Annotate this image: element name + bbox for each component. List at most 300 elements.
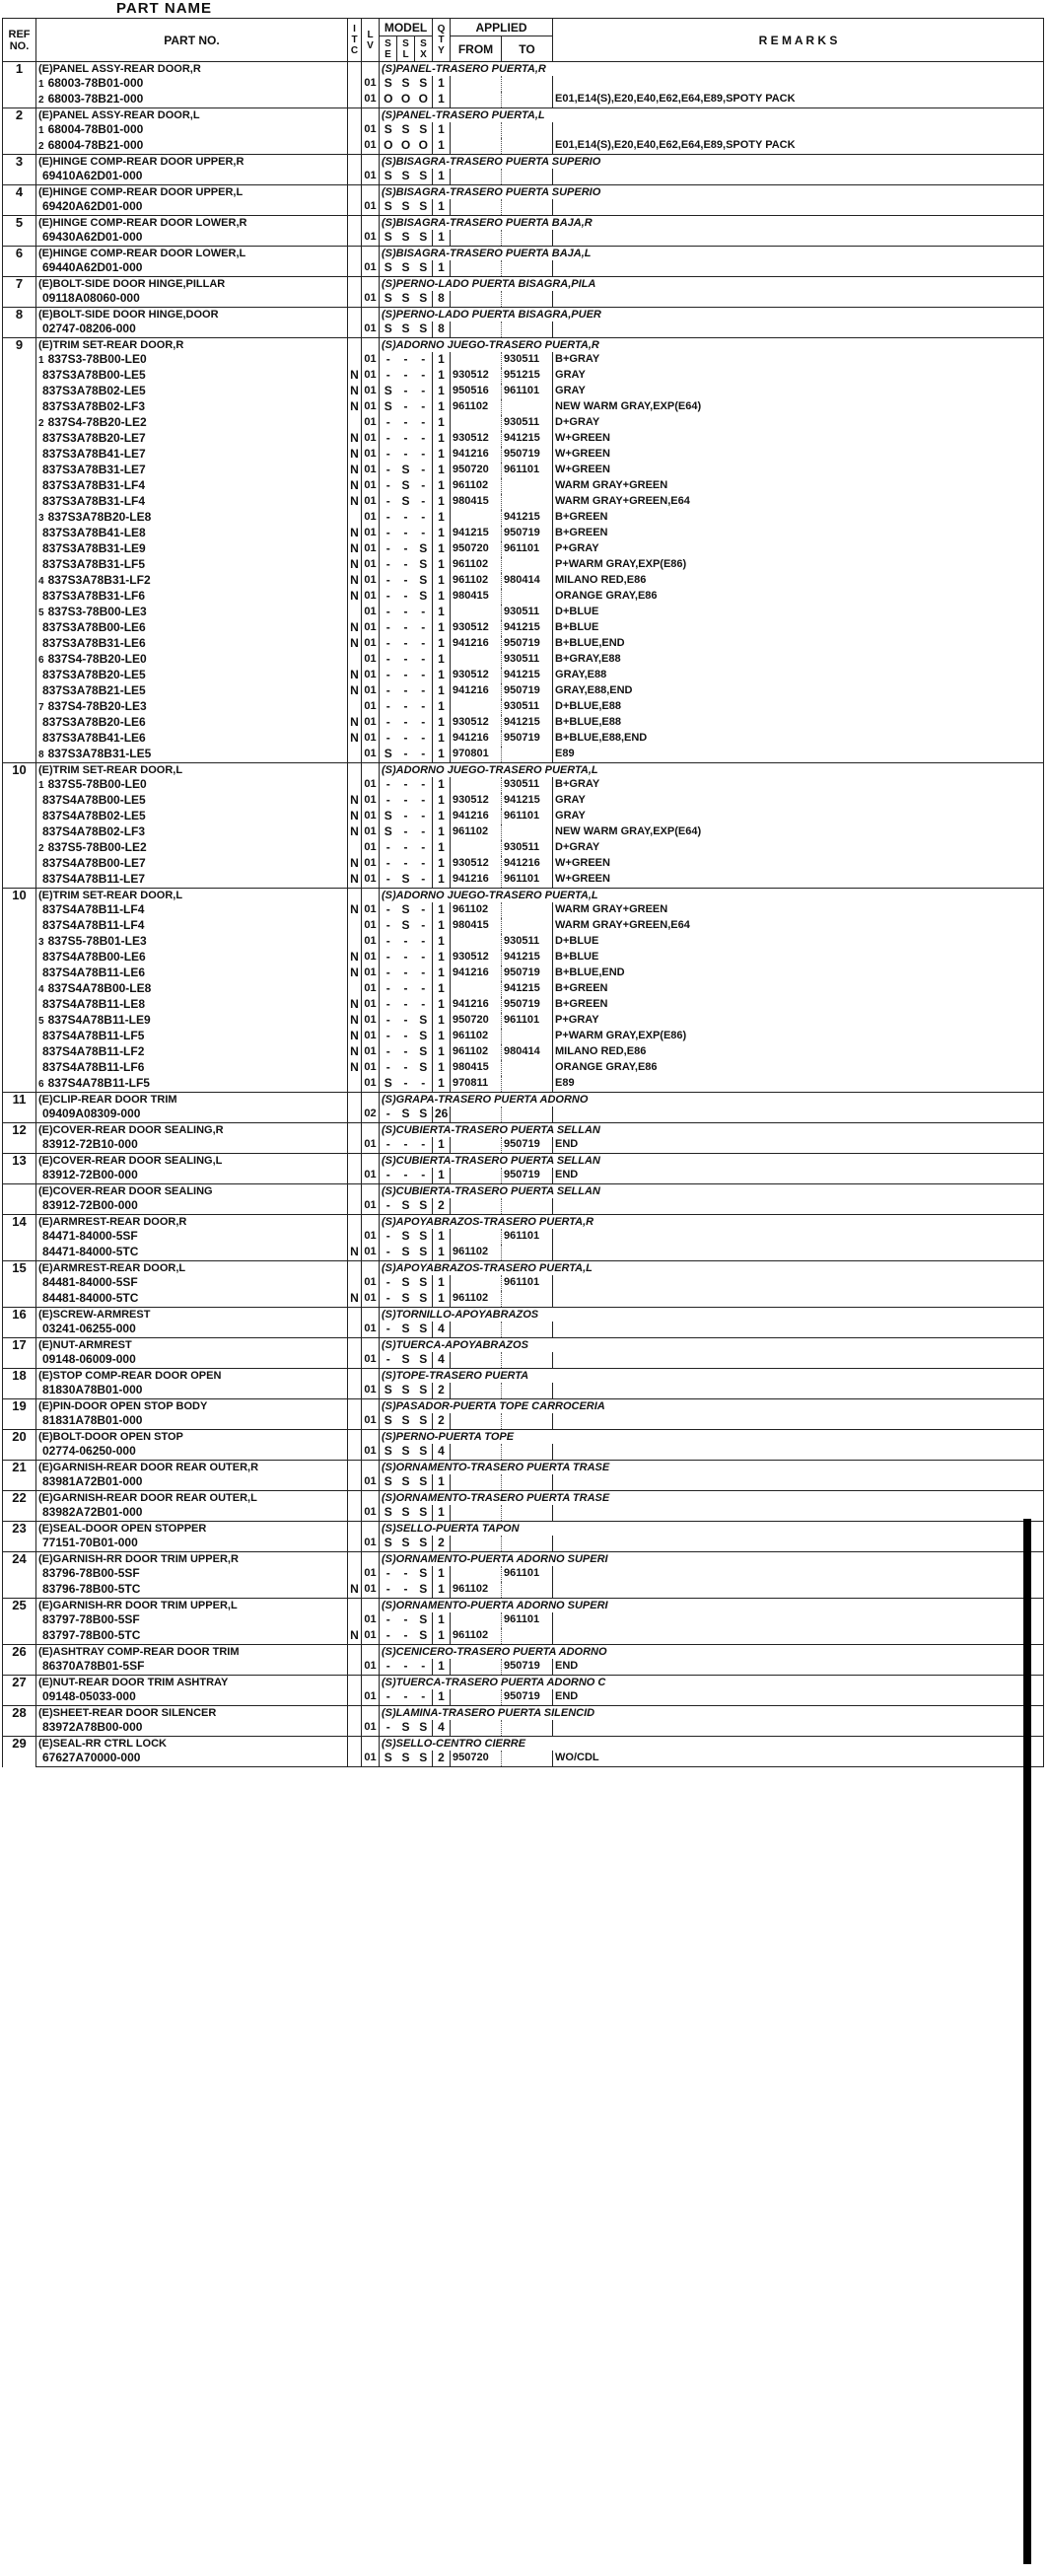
- model-se: S: [384, 169, 392, 182]
- qty: 1: [433, 1076, 451, 1093]
- part-group-header: [3, 1737, 1044, 1752]
- part-number: 09148-06009-000: [42, 1352, 136, 1366]
- model-se: O: [384, 92, 393, 106]
- part-number: 837S4A78B11-LF2: [42, 1044, 145, 1058]
- applied-to: [502, 1291, 553, 1308]
- level: 01: [362, 872, 380, 889]
- part-description: (E)HINGE COMP-REAR DOOR UPPER,R: [36, 155, 348, 170]
- applied-from: 961102: [451, 902, 502, 918]
- model-sx: S: [415, 1013, 433, 1029]
- qty: 1: [433, 934, 451, 950]
- applied-from: 950720: [451, 1751, 502, 1767]
- model-sx: -: [415, 636, 433, 652]
- applied-from: 930512: [451, 431, 502, 447]
- applied-from: [451, 840, 502, 856]
- part-number: 837S3A78B31-LF2: [47, 573, 151, 587]
- sub-index: 2: [38, 418, 44, 429]
- spanish-description: (S)ADORNO JUEGO-TRASERO PUERTA,L: [380, 889, 1044, 903]
- model-sl: S: [401, 872, 410, 886]
- model-sl: S: [401, 1413, 410, 1427]
- model-sx: -: [415, 902, 433, 918]
- model-sl: -: [403, 809, 408, 823]
- model-sx: -: [415, 747, 433, 763]
- part-group-header: [3, 247, 1044, 261]
- model-sx: -: [415, 699, 433, 715]
- remarks: P+GRAY: [553, 1013, 1044, 1029]
- part-number: 837S3A78B31-LF4: [42, 494, 146, 508]
- level: 01: [362, 478, 380, 494]
- model-se: -: [385, 526, 390, 539]
- part-row: [3, 1291, 1044, 1308]
- applied-from: [451, 1229, 502, 1245]
- qty: 2: [433, 1413, 451, 1430]
- remarks: P+GRAY: [553, 541, 1044, 557]
- remarks: [553, 1566, 1044, 1582]
- model-sl: -: [403, 934, 408, 948]
- ref-no: 7: [3, 277, 36, 308]
- ref-no: 22: [3, 1491, 36, 1522]
- model-se: -: [385, 1720, 390, 1734]
- level: 01: [362, 1137, 380, 1154]
- level: 01: [362, 573, 380, 589]
- model-sl: -: [403, 668, 408, 681]
- model-sx: -: [415, 872, 433, 889]
- applied-to: 930511: [502, 605, 553, 620]
- level: 01: [362, 620, 380, 636]
- model-sx: -: [415, 840, 433, 856]
- remarks: [553, 291, 1044, 308]
- model-se: -: [385, 1137, 390, 1151]
- ref-no: 28: [3, 1706, 36, 1737]
- model-sx: -: [415, 384, 433, 399]
- itc-flag: N: [348, 793, 362, 809]
- remarks: B+GRAY,E88: [553, 652, 1044, 668]
- model-sl: -: [403, 824, 408, 838]
- part-number: 837S3A78B31-LF4: [42, 478, 146, 492]
- part-row: [3, 573, 1044, 589]
- model-sl: -: [403, 1168, 408, 1181]
- model-se: -: [385, 1013, 390, 1027]
- model-se: -: [385, 668, 390, 681]
- part-description: (E)PIN-DOOR OPEN STOP BODY: [36, 1399, 348, 1414]
- spanish-description: (S)SELLO-PUERTA TAPON: [380, 1522, 1044, 1537]
- applied-from: 950720: [451, 541, 502, 557]
- applied-from: [451, 1383, 502, 1399]
- applied-to: [502, 169, 553, 185]
- applied-to: [502, 1107, 553, 1123]
- model-sx: -: [415, 478, 433, 494]
- itc-flag: N: [348, 872, 362, 889]
- remarks: GRAY: [553, 368, 1044, 384]
- part-description: (E)HINGE COMP-REAR DOOR LOWER,L: [36, 247, 348, 261]
- model-sl: -: [403, 997, 408, 1011]
- applied-to: 941216: [502, 856, 553, 872]
- applied-from: [451, 1275, 502, 1291]
- applied-to: [502, 557, 553, 573]
- part-number: 837S4-78B20-LE3: [47, 699, 147, 713]
- part-number: 837S3A78B31-LF6: [42, 589, 146, 603]
- level: 01: [362, 1029, 380, 1044]
- part-row: [3, 1536, 1044, 1552]
- qty: 1: [433, 824, 451, 840]
- part-row: [3, 1689, 1044, 1706]
- remarks: [553, 230, 1044, 247]
- qty: 1: [433, 1013, 451, 1029]
- part-number: 83796-78B00-5TC: [42, 1582, 141, 1596]
- qty: 1: [433, 1137, 451, 1154]
- spanish-description: (S)APOYABRAZOS-TRASERO PUERTA,R: [380, 1215, 1044, 1230]
- part-number: 09118A08060-000: [42, 291, 140, 305]
- remarks: B+GREEN: [553, 981, 1044, 997]
- applied-from: [451, 1444, 502, 1461]
- model-sx: -: [415, 431, 433, 447]
- remarks: [553, 1245, 1044, 1261]
- ref-no: 10: [3, 763, 36, 889]
- level: 01: [362, 918, 380, 934]
- part-number: 837S3A78B00-LE6: [42, 620, 146, 634]
- model-se: -: [385, 981, 390, 995]
- model-se: -: [385, 777, 390, 791]
- part-row: [3, 399, 1044, 415]
- model-se: S: [384, 322, 392, 335]
- level: 01: [362, 997, 380, 1013]
- applied-to: 950719: [502, 1689, 553, 1706]
- part-number: 837S5-78B00-LE0: [47, 777, 147, 791]
- applied-to: [502, 76, 553, 92]
- applied-to: [502, 1720, 553, 1737]
- model-sl: S: [401, 322, 410, 335]
- part-number: 837S5-78B01-LE3: [47, 934, 147, 948]
- part-group-header: [3, 1676, 1044, 1690]
- model-sl: S: [401, 1383, 410, 1396]
- qty: 1: [433, 541, 451, 557]
- part-row: [3, 1060, 1044, 1076]
- applied-from: [451, 1505, 502, 1522]
- qty: 1: [433, 352, 451, 368]
- part-number: 837S4A78B11-LE6: [42, 966, 146, 979]
- part-row: [3, 777, 1044, 793]
- remarks: E89: [553, 747, 1044, 763]
- level: 01: [362, 824, 380, 840]
- model-sx: -: [415, 463, 433, 478]
- spanish-description: (S)CUBIERTA-TRASERO PUERTA SELLAN: [380, 1154, 1044, 1169]
- sub-index: 1: [38, 125, 44, 136]
- qty: 1: [433, 1689, 451, 1706]
- remarks: ORANGE GRAY,E86: [553, 589, 1044, 605]
- part-description: (E)SCREW-ARMREST: [36, 1308, 348, 1323]
- part-row: [3, 840, 1044, 856]
- model-se: -: [385, 1566, 390, 1580]
- level: 01: [362, 230, 380, 247]
- applied-from: [451, 1168, 502, 1184]
- applied-from: 941216: [451, 872, 502, 889]
- part-row: [3, 934, 1044, 950]
- qty: 1: [433, 1060, 451, 1076]
- part-row: [3, 415, 1044, 431]
- applied-to: 941215: [502, 981, 553, 997]
- model-sx: S: [415, 1029, 433, 1044]
- model-sx: O: [415, 92, 433, 108]
- part-row: [3, 1275, 1044, 1291]
- level: 01: [362, 1168, 380, 1184]
- applied-from: 941216: [451, 447, 502, 463]
- part-row: [3, 747, 1044, 763]
- model-sl: -: [403, 368, 408, 382]
- part-number: 837S3A78B41-LE6: [42, 731, 146, 745]
- applied-to: 950719: [502, 636, 553, 652]
- model-se: -: [385, 1229, 390, 1243]
- part-number: 837S4A78B11-LE8: [42, 997, 146, 1011]
- part-number: 67627A70000-000: [42, 1751, 141, 1764]
- remarks: END: [553, 1168, 1044, 1184]
- itc-flag: N: [348, 1029, 362, 1044]
- qty: 1: [433, 620, 451, 636]
- itc-flag: [348, 840, 362, 856]
- applied-from: 930512: [451, 368, 502, 384]
- remarks: B+BLUE,E88,END: [553, 731, 1044, 747]
- model-sl: -: [403, 840, 408, 854]
- model-sx: S: [415, 230, 433, 247]
- model-se: -: [385, 368, 390, 382]
- ref-no: 23: [3, 1522, 36, 1552]
- remarks: [553, 322, 1044, 338]
- part-row: [3, 668, 1044, 683]
- model-sl: -: [403, 1689, 408, 1703]
- part-group-header: [3, 1599, 1044, 1613]
- qty: 1: [433, 1275, 451, 1291]
- model-sx: S: [415, 322, 433, 338]
- itc-flag: N: [348, 463, 362, 478]
- spanish-description: (S)ORNAMENTO-PUERTA ADORNO SUPERI: [380, 1552, 1044, 1567]
- model-sl: S: [401, 1444, 410, 1458]
- itc-flag: [348, 1413, 362, 1430]
- part-description: (E)COVER-REAR DOOR SEALING,R: [36, 1123, 348, 1138]
- model-sx: S: [415, 1474, 433, 1491]
- model-se: S: [384, 76, 392, 90]
- model-sx: -: [415, 966, 433, 981]
- itc-flag: [348, 1505, 362, 1522]
- sub-index: 3: [38, 937, 44, 948]
- model-sx: S: [415, 169, 433, 185]
- remarks: [553, 199, 1044, 216]
- part-row: [3, 463, 1044, 478]
- qty: 1: [433, 138, 451, 155]
- model-sx: -: [415, 997, 433, 1013]
- level: 01: [362, 447, 380, 463]
- model-sl: -: [403, 431, 408, 445]
- ref-no: 19: [3, 1399, 36, 1430]
- qty: 1: [433, 1474, 451, 1491]
- level: 01: [362, 1013, 380, 1029]
- spanish-description: (S)PASADOR-PUERTA TOPE CARROCERIA: [380, 1399, 1044, 1414]
- level: 01: [362, 1612, 380, 1628]
- model-sx: -: [415, 809, 433, 824]
- applied-to: 961101: [502, 541, 553, 557]
- applied-from: 930512: [451, 620, 502, 636]
- remarks: D+BLUE,E88: [553, 699, 1044, 715]
- model-sl: S: [401, 1720, 410, 1734]
- sub-index: 2: [38, 95, 44, 106]
- applied-from: 950720: [451, 1013, 502, 1029]
- qty: 1: [433, 169, 451, 185]
- remarks: END: [553, 1689, 1044, 1706]
- part-row: [3, 1720, 1044, 1737]
- applied-to: [502, 260, 553, 277]
- model-sl: -: [403, 510, 408, 524]
- spanish-description: (S)ORNAMENTO-PUERTA ADORNO SUPERI: [380, 1599, 1044, 1613]
- remarks: E01,E14(S),E20,E40,E62,E64,E89,SPOTY PACK: [553, 92, 1044, 108]
- itc-header: I T C: [348, 19, 362, 62]
- applied-to: [502, 589, 553, 605]
- applied-from: 961102: [451, 824, 502, 840]
- itc-flag: [348, 1107, 362, 1123]
- level: 01: [362, 122, 380, 138]
- level: 01: [362, 1060, 380, 1076]
- applied-to: [502, 291, 553, 308]
- itc-flag: N: [348, 541, 362, 557]
- ref-no: 17: [3, 1338, 36, 1369]
- part-row: [3, 384, 1044, 399]
- model-sx: S: [415, 1245, 433, 1261]
- qty: 1: [433, 918, 451, 934]
- remarks-header: R E M A R K S: [553, 19, 1044, 62]
- applied-from: [451, 777, 502, 793]
- level: 01: [362, 1229, 380, 1245]
- model-sx: S: [415, 1198, 433, 1215]
- sub-index: 8: [38, 750, 44, 760]
- part-row: [3, 1245, 1044, 1261]
- model-sx: S: [415, 1612, 433, 1628]
- model-se: -: [385, 447, 390, 461]
- level: 01: [362, 199, 380, 216]
- applied-to: [502, 1628, 553, 1645]
- applied-from: [451, 699, 502, 715]
- model-sl: -: [403, 747, 408, 760]
- model-se: -: [385, 997, 390, 1011]
- remarks: [553, 1229, 1044, 1245]
- applied-from: [451, 934, 502, 950]
- part-group-header: [3, 108, 1044, 123]
- model-sl: O: [400, 138, 411, 152]
- qty: 1: [433, 966, 451, 981]
- applied-from: 950720: [451, 463, 502, 478]
- model-sl: -: [403, 731, 408, 745]
- itc-flag: [348, 169, 362, 185]
- spanish-description: (S)BISAGRA-TRASERO PUERTA BAJA,L: [380, 247, 1044, 261]
- part-row: [3, 352, 1044, 368]
- model-sl: S: [401, 1505, 410, 1519]
- part-row: [3, 1751, 1044, 1767]
- remarks: [553, 76, 1044, 92]
- model-sx: S: [415, 1383, 433, 1399]
- applied-from: [451, 138, 502, 155]
- part-group-header: [3, 763, 1044, 778]
- ref-no: 15: [3, 1261, 36, 1308]
- applied-to: [502, 747, 553, 763]
- part-number: 837S3A78B02-LE5: [42, 384, 146, 397]
- applied-from: 961102: [451, 1582, 502, 1599]
- level: 01: [362, 1689, 380, 1706]
- part-number: 837S4A78B00-LE5: [42, 793, 146, 807]
- applied-to: 950719: [502, 526, 553, 541]
- applied-to: 961101: [502, 872, 553, 889]
- level: 01: [362, 777, 380, 793]
- part-number: 68004-78B01-000: [47, 122, 144, 136]
- level: 01: [362, 809, 380, 824]
- applied-to: [502, 1474, 553, 1491]
- qty: 1: [433, 856, 451, 872]
- applied-from: 941216: [451, 966, 502, 981]
- part-description: (E)PANEL ASSY-REAR DOOR,L: [36, 108, 348, 123]
- itc-flag: N: [348, 1291, 362, 1308]
- model-sx: S: [415, 1060, 433, 1076]
- itc-flag: N: [348, 731, 362, 747]
- part-description: (E)COVER-REAR DOOR SEALING,L: [36, 1154, 348, 1169]
- part-description: (E)TRIM SET-REAR DOOR,L: [36, 763, 348, 778]
- itc-flag: [348, 1659, 362, 1676]
- part-description: (E)PANEL ASSY-REAR DOOR,R: [36, 62, 348, 77]
- sub-index: 4: [38, 984, 44, 995]
- ref-no: 2: [3, 108, 36, 155]
- itc-flag: N: [348, 902, 362, 918]
- itc-flag: [348, 1612, 362, 1628]
- part-number: 69430A62D01-000: [42, 230, 143, 244]
- ref-no: 24: [3, 1552, 36, 1599]
- applied-to: [502, 478, 553, 494]
- part-number: 81831A78B01-000: [42, 1413, 143, 1427]
- remarks: B+GREEN: [553, 997, 1044, 1013]
- applied-from: 961102: [451, 1044, 502, 1060]
- level: 01: [362, 981, 380, 997]
- applied-from: [451, 92, 502, 108]
- level: 01: [362, 652, 380, 668]
- model-sl: -: [403, 699, 408, 713]
- sub-index: 5: [38, 1016, 44, 1027]
- remarks: [553, 1628, 1044, 1645]
- level: 01: [362, 557, 380, 573]
- part-description: (E)HINGE COMP-REAR DOOR UPPER,L: [36, 185, 348, 200]
- ref-no: 4: [3, 185, 36, 216]
- model-se: S: [384, 1413, 392, 1427]
- part-row: [3, 291, 1044, 308]
- part-row: [3, 557, 1044, 573]
- model-sx: -: [415, 715, 433, 731]
- applied-to: 930511: [502, 777, 553, 793]
- qty: 1: [433, 652, 451, 668]
- ref-no: 21: [3, 1461, 36, 1491]
- itc-flag: [348, 652, 362, 668]
- itc-flag: [348, 1751, 362, 1767]
- model-col-se: S E: [380, 36, 397, 62]
- model-se: -: [385, 415, 390, 429]
- model-se: S: [384, 384, 392, 397]
- model-sx: S: [415, 1291, 433, 1308]
- model-sx: S: [415, 1352, 433, 1369]
- ref-no: 27: [3, 1676, 36, 1706]
- level: 01: [362, 368, 380, 384]
- part-number: 69410A62D01-000: [42, 169, 143, 182]
- level: 01: [362, 322, 380, 338]
- applied-from: [451, 1322, 502, 1338]
- remarks: B+BLUE,END: [553, 966, 1044, 981]
- remarks: B+BLUE,END: [553, 636, 1044, 652]
- level: 01: [362, 415, 380, 431]
- itc-flag: N: [348, 950, 362, 966]
- remarks: D+GRAY: [553, 840, 1044, 856]
- part-row: [3, 872, 1044, 889]
- ref-no: 10: [3, 889, 36, 1093]
- model-sx: S: [415, 1275, 433, 1291]
